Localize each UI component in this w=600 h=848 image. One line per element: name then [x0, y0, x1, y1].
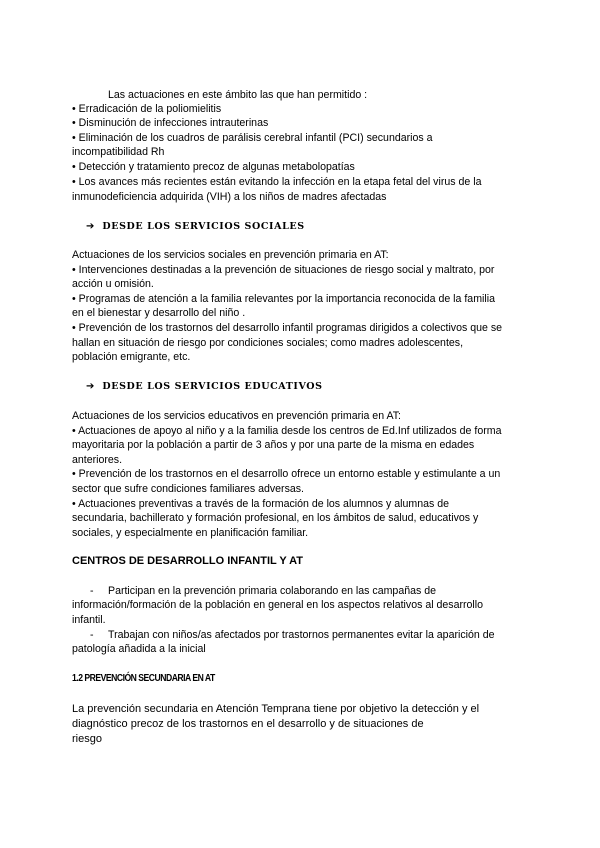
secundaria-line: riesgo: [72, 733, 102, 745]
educ-line: • Actuaciones de apoyo al niño y a la familia desde los centros de Ed.Inf utilizados de forma: [72, 425, 502, 437]
cdiat-item: [90, 584, 436, 598]
social-line: • Programas de atención a la familia relevantes por la importancia reconocida de la familia: [72, 293, 495, 305]
intro-bullet: • Los avances más recientes están evitando la infección en la etapa fetal del virus de la: [72, 176, 482, 188]
social-line: acción u omisión.: [72, 278, 154, 290]
dash-bullet: -: [90, 585, 94, 597]
heading-servicios-educativos: [86, 381, 323, 392]
educ-line: anteriores.: [72, 454, 123, 466]
intro-bullet-continued: inmunodeficiencia adquirida (VIH) a los niños de madres afectadas: [72, 191, 387, 203]
social-line: • Prevención de los trastornos del desarrollo infantil programas dirigidos a colectivos que se: [72, 322, 503, 334]
heading-text: DESDE LOS SERVICIOS EDUCATIVOS: [102, 381, 323, 392]
educ-line: mayoritaria por la población a partir de 3 años y por una parte de la misma en edades: [72, 439, 475, 451]
heading-text: DESDE LOS SERVICIOS SOCIALES: [102, 221, 305, 232]
educ-line: sociales, y especialmente en planificación familiar.: [72, 527, 309, 539]
intro-lead: Las actuaciones en este ámbito las que han permitido :: [108, 89, 368, 101]
social-line: Actuaciones de los servicios sociales en prevención primaria en AT:: [72, 249, 389, 261]
heading-cdiat: CENTROS DE DESARROLLO INFANTIL Y AT: [72, 555, 304, 567]
cdiat-item-continued: información/formación de la población en general en los aspectos relativos al desarrollo: [72, 599, 484, 611]
intro-bullet: • Disminución de infecciones intrauterinas: [72, 117, 269, 129]
cdiat-item-continued: patología añadida a la inicial: [72, 643, 206, 655]
heading-prevencion-secundaria: 1.2 PREVENCIÓN SECUNDARIA EN AT: [72, 672, 215, 684]
secundaria-line: La prevención secundaria en Atención Temprana tiene por objetivo la detección y el: [72, 703, 480, 715]
dash-bullet: -: [90, 629, 94, 641]
educ-line: secundaria, bachillerato y formación profesional, en los ámbitos de salud, educativos y: [72, 512, 479, 524]
cdiat-item-text: Participan en la prevención primaria colaborando en las campañas de: [108, 585, 437, 597]
social-line: • Intervenciones destinadas a la prevención de situaciones de riesgo social y maltrato, por: [72, 264, 495, 276]
social-line: población emigrante, etc.: [72, 351, 191, 363]
educ-line: • Prevención de los trastornos en el desarrollo ofrece un entorno estable y estimulante a un: [72, 468, 501, 480]
arrow-right-icon: ➔: [86, 221, 95, 232]
educ-line: Actuaciones de los servicios educativos en prevención primaria en AT:: [72, 410, 401, 422]
social-line: hallan en situación de riesgo por condiciones sociales; como madres adolescentes,: [72, 337, 464, 349]
heading-servicios-sociales: [86, 221, 305, 232]
secundaria-line: diagnóstico precoz de los trastornos en el desarrollo y de situaciones de: [72, 718, 424, 730]
cdiat-item-continued: infantil.: [72, 614, 106, 626]
social-line: en el bienestar y desarrollo del niño .: [72, 307, 246, 319]
intro-bullet-continued: incompatibilidad Rh: [72, 146, 165, 158]
intro-bullet: • Detección y tratamiento precoz de algunas metabolopatías: [72, 161, 355, 173]
intro-bullet: • Erradicación de la poliomielitis: [72, 103, 222, 115]
arrow-right-icon: ➔: [86, 381, 95, 392]
cdiat-item-text: Trabajan con niños/as afectados por trastornos permanentes evitar la aparición de: [108, 629, 495, 641]
educ-line: • Actuaciones preventivas a través de la formación de los alumnos y alumnas de: [72, 498, 450, 510]
cdiat-item: [90, 628, 495, 642]
intro-bullet: • Eliminación de los cuadros de parálisis cerebral infantil (PCI) secundarios a: [72, 132, 433, 144]
educ-line: sector que sufre condiciones familiares adversas.: [72, 483, 304, 495]
